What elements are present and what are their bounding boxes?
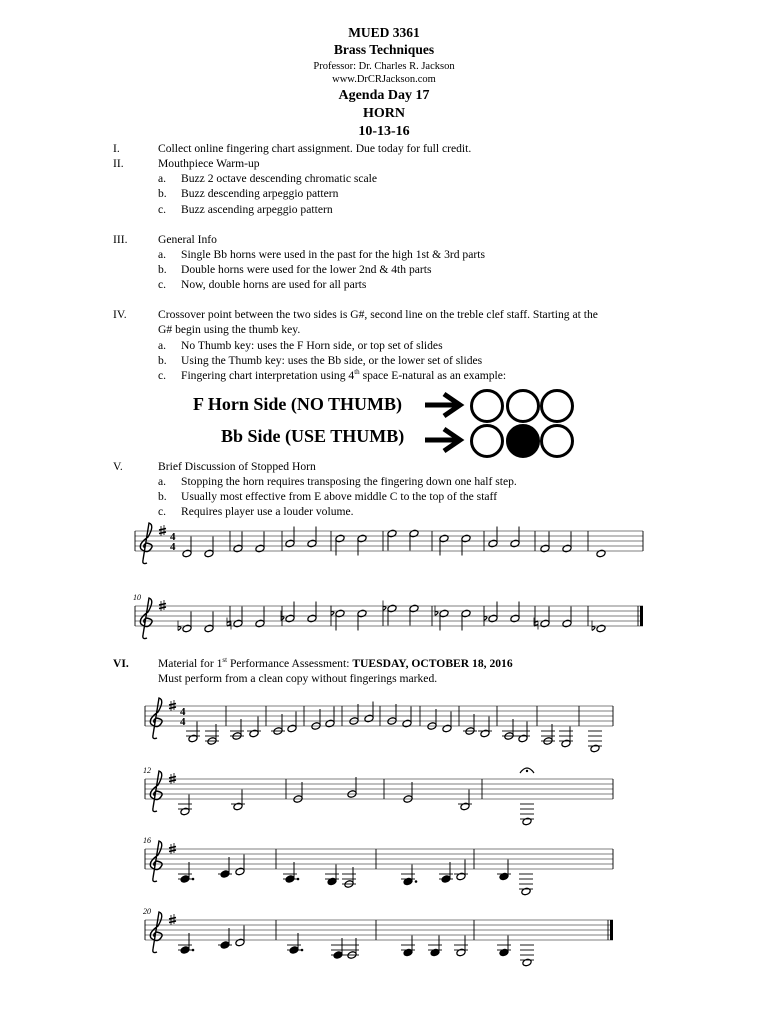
section-text: Collect online fingering chart assignment. Due today for full credit. (158, 142, 472, 155)
note (439, 609, 449, 630)
note (502, 719, 516, 740)
note (182, 537, 192, 558)
key-signature-sharp (169, 914, 176, 925)
note (541, 724, 555, 745)
note (271, 714, 285, 735)
agenda-title: Agenda Day 17 (338, 88, 430, 103)
course-title: Brass Techniques (333, 42, 435, 57)
list-item-label: b. (158, 354, 167, 367)
note (439, 534, 449, 555)
note (293, 782, 303, 803)
note (488, 602, 498, 623)
staff (145, 849, 613, 869)
note (409, 529, 419, 550)
flat-accidental (178, 621, 181, 631)
key-signature-sharp (159, 600, 166, 611)
note (520, 768, 534, 826)
bb-side-label: Bb Side (USE THUMB) (221, 426, 405, 446)
professor-name: Professor: Dr. Charles R. Jackson (313, 61, 455, 72)
note (342, 867, 356, 888)
list-item-label: b. (158, 490, 167, 503)
note (516, 722, 530, 743)
staff (145, 706, 613, 726)
note (335, 534, 345, 555)
section-text: Brief Discussion of Stopped Horn (158, 460, 316, 473)
section-text-part: Material for 1 (158, 657, 223, 670)
list-item: Double horns were used for the lower 2nd & 4th parts (181, 263, 432, 276)
note (325, 865, 339, 886)
list-item: Using the Thumb key: uses the Bb side, or the lower set of slides (181, 354, 483, 367)
note (285, 527, 295, 548)
time-signature-top: 4 (170, 531, 176, 543)
note (307, 602, 317, 623)
note (540, 607, 550, 628)
section-number: V. (113, 460, 123, 473)
note (204, 537, 214, 558)
note (562, 607, 572, 628)
note (182, 612, 192, 633)
flat-accidental (331, 606, 334, 616)
list-item-label: c. (158, 203, 167, 216)
note (461, 534, 471, 555)
list-item-label: a. (158, 339, 167, 352)
note (442, 712, 452, 733)
list-item-label: b. (158, 187, 167, 200)
note (233, 607, 243, 628)
note (349, 704, 359, 725)
measure-number: 10 (133, 593, 141, 602)
note (283, 862, 299, 883)
note (454, 860, 468, 881)
note (307, 527, 317, 548)
note (401, 936, 415, 957)
note (387, 604, 397, 625)
section-text: Crossover point between the two sides is G#, second line on the treble clef staff. Starting at the (158, 308, 598, 321)
list-item-text: Fingering chart interpretation using 4 (181, 369, 355, 382)
note (345, 938, 359, 959)
note (235, 926, 245, 947)
note (409, 604, 419, 625)
note (478, 717, 492, 738)
note (231, 790, 245, 811)
list-item: Usually most effective from E above middle C to the top of the staff (181, 490, 498, 503)
treble-clef (150, 841, 162, 882)
note (255, 532, 265, 553)
note (520, 945, 534, 967)
treble-clef (150, 771, 162, 812)
note (230, 719, 244, 740)
staff (135, 606, 643, 626)
list-item: Now, double horns are used for all parts (181, 278, 367, 291)
staff (145, 779, 613, 799)
key-signature-sharp (169, 700, 176, 711)
time-signature-top: 4 (180, 706, 186, 718)
note (255, 607, 265, 628)
staff (145, 920, 613, 940)
key-signature-sharp (169, 843, 176, 854)
note (402, 707, 412, 728)
note (497, 860, 511, 881)
flat-accidental (592, 621, 595, 631)
section-number: IV. (113, 308, 127, 321)
note (285, 602, 295, 623)
note (218, 857, 232, 878)
note (519, 874, 533, 896)
list-item: No Thumb key: uses the F Horn side, or top set of slides (181, 339, 443, 352)
list-item-label: c. (158, 505, 167, 518)
treble-clef (140, 523, 152, 564)
note (311, 709, 321, 730)
note (439, 862, 453, 883)
treble-clef (150, 698, 162, 739)
list-item: Buzz 2 octave descending chromatic scale (181, 172, 378, 185)
note (403, 782, 413, 803)
note (357, 534, 367, 555)
flat-accidental (383, 601, 386, 611)
key-signature-sharp (169, 773, 176, 784)
section-number: III. (113, 233, 128, 246)
note (235, 855, 245, 876)
note (497, 936, 511, 957)
list-item: Stopping the horn requires transposing the fingering down one half step. (181, 475, 517, 488)
measure-number: 12 (143, 766, 151, 775)
note (387, 529, 397, 550)
assessment-date: TUESDAY, OCTOBER 18, 2016 (352, 657, 513, 670)
note (463, 714, 477, 735)
website-link[interactable]: www.DrCRJackson.com (332, 74, 436, 85)
note (247, 717, 261, 738)
list-item-label: b. (158, 263, 167, 276)
note (458, 790, 472, 811)
measure-number: 16 (143, 836, 151, 845)
list-item: Requires player use a louder volume. (181, 505, 354, 518)
list-item: Buzz descending arpeggio pattern (181, 187, 339, 200)
note (178, 933, 194, 954)
agenda-date: 10-13-16 (358, 124, 410, 139)
list-item: Buzz ascending arpeggio pattern (181, 203, 333, 216)
list-item-label: a. (158, 248, 167, 261)
note (287, 933, 303, 954)
staff (135, 531, 643, 551)
treble-clef (150, 912, 162, 953)
note (510, 527, 520, 548)
flat-accidental (435, 606, 438, 616)
note (461, 609, 471, 630)
note (335, 609, 345, 630)
note (287, 712, 297, 733)
note (204, 612, 214, 633)
flat-accidental (484, 611, 487, 621)
treble-clef (140, 598, 152, 639)
key-signature-sharp (159, 525, 166, 536)
note (331, 938, 345, 959)
course-code: MUED 3361 (348, 25, 420, 40)
section-text-continued: Must perform from a clean copy without fingerings marked. (158, 672, 438, 685)
note (218, 928, 232, 949)
note (454, 936, 468, 957)
note (510, 602, 520, 623)
note (364, 702, 374, 723)
time-signature-bottom: 4 (180, 716, 186, 728)
superscript: th (354, 368, 360, 377)
list-item-label: a. (158, 172, 167, 185)
flat-accidental (281, 611, 284, 621)
note (562, 532, 572, 553)
note (233, 532, 243, 553)
section-number: I. (113, 142, 120, 155)
section-text-part: Performance Assessment: (227, 657, 353, 670)
f-horn-side-label: F Horn Side (NO THUMB) (193, 394, 403, 414)
section-text: General Info (158, 233, 217, 246)
list-item: Single Bb horns were used in the past for the high 1st & 3rd parts (181, 248, 485, 261)
superscript: st (222, 656, 228, 665)
note (559, 727, 573, 748)
time-signature-bottom: 4 (170, 541, 176, 553)
note (387, 704, 397, 725)
note (596, 624, 606, 633)
instrument-title: HORN (363, 106, 405, 121)
section-text-continued: G# begin using the thumb key. (158, 323, 301, 336)
section-text: Mouthpiece Warm-up (158, 157, 260, 170)
note (325, 707, 335, 728)
note (427, 709, 437, 730)
note (596, 549, 606, 558)
note (205, 724, 219, 745)
section-number: VI. (113, 657, 129, 670)
note (588, 731, 602, 753)
section-number: II. (113, 157, 124, 170)
note (186, 722, 200, 743)
measure-number: 20 (143, 907, 151, 916)
note (540, 532, 550, 553)
note (178, 795, 192, 816)
note (357, 609, 367, 630)
list-item-label: a. (158, 475, 167, 488)
note (488, 527, 498, 548)
note (178, 862, 194, 883)
list-item-label: c. (158, 369, 167, 382)
list-item-label: c. (158, 278, 167, 291)
list-item-text: space E-natural as an example: (359, 369, 507, 382)
note (428, 936, 442, 957)
note (401, 865, 417, 886)
note (347, 777, 357, 798)
